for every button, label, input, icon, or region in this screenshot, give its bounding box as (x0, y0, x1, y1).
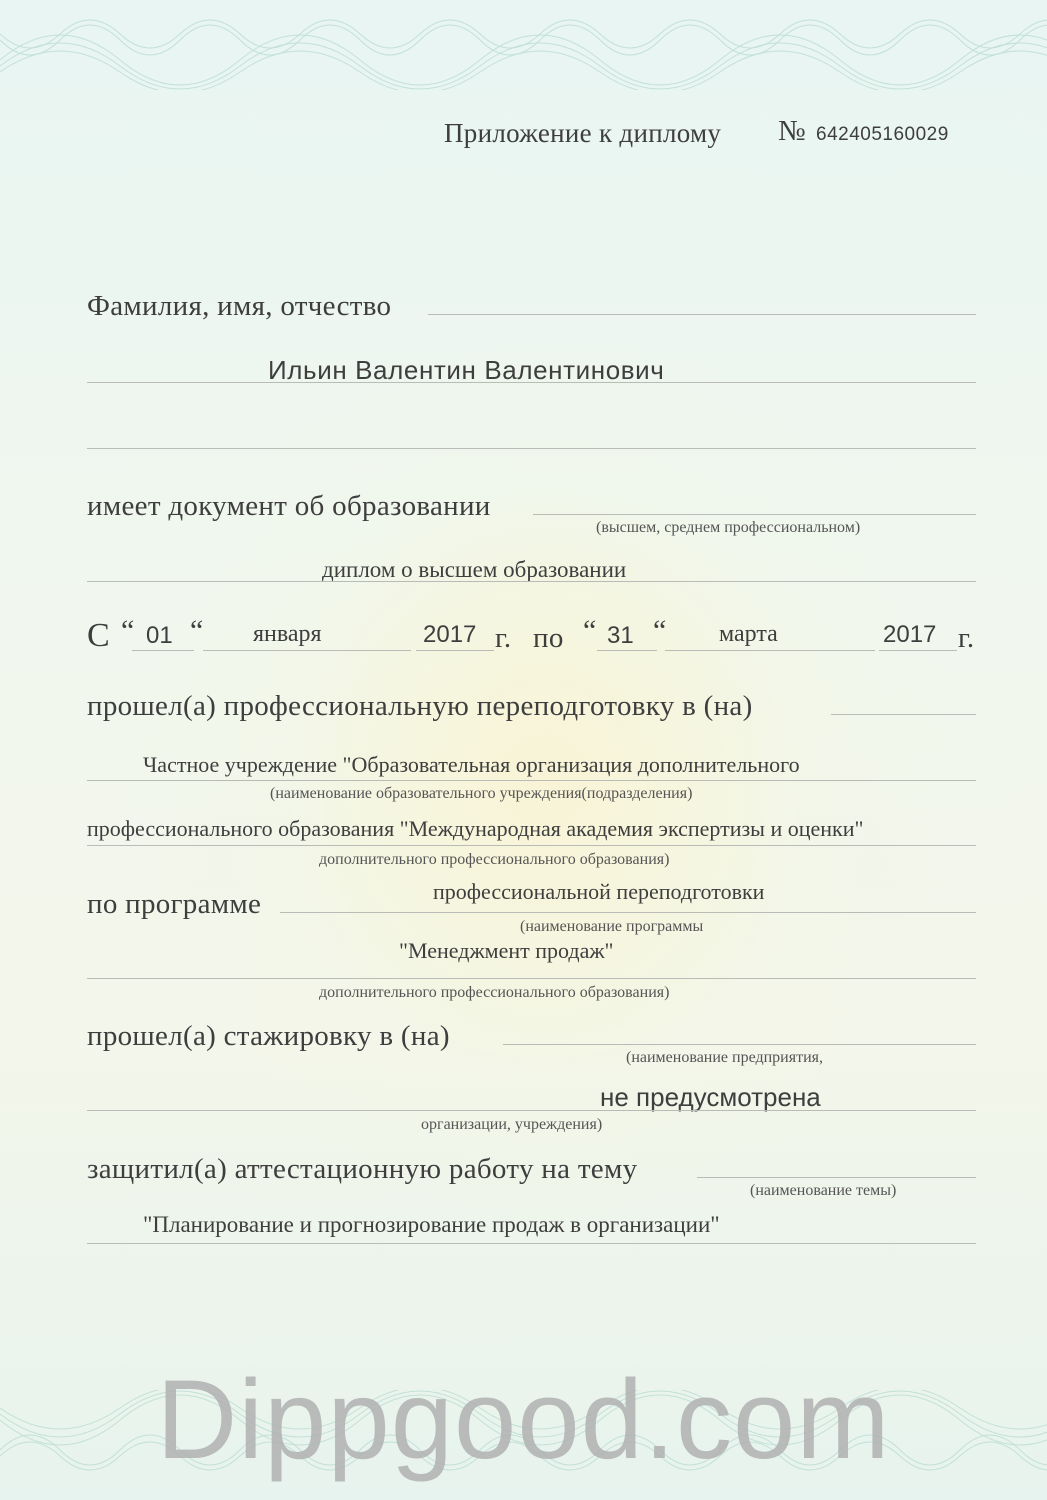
retraining-org-line1: Частное учреждение "Образовательная организация дополнительного (143, 752, 800, 777)
thesis-hint: (наименование темы) (750, 1182, 897, 1199)
fio-extra-line (87, 448, 976, 449)
period-to-month: марта (719, 621, 778, 647)
period-from-year-suffix: г. (495, 622, 512, 654)
thesis-value-line (87, 1243, 976, 1244)
program-value1: профессиональной переподготовки (433, 879, 765, 904)
internship-value-line (87, 1110, 976, 1111)
education-value: диплом о высшем образовании (322, 557, 627, 582)
internship-label: прошел(а) стажировку в (на) (87, 1020, 450, 1052)
watermark-text: Dippgood.com (156, 1357, 891, 1482)
retraining-hint2: дополнительного профессионального образования) (319, 851, 670, 868)
period-from-close-quote: “ (190, 614, 204, 647)
education-hint: (высшем, среднем профессиональном) (596, 519, 861, 536)
retraining-label: прошел(а) профессиональную переподготовку в (на) (87, 690, 753, 722)
retraining-org-line2-rule (87, 845, 976, 846)
program-value2: "Менеджмент продаж" (399, 938, 614, 963)
period-from-prefix: С (87, 617, 110, 654)
fio-label-line (428, 314, 976, 315)
retraining-label-line (831, 714, 976, 715)
period-from-open-quote: “ (121, 614, 135, 647)
period-from-year-line (416, 650, 494, 651)
fio-value: Ильин Валентин Валентинович (268, 355, 665, 385)
retraining-org-line1-rule (87, 780, 976, 781)
period-to-open-quote: “ (583, 614, 597, 647)
internship-hint2: организации, учреждения) (421, 1116, 603, 1133)
period-to-day-line (597, 650, 657, 651)
diploma-number: 642405160029 (816, 124, 949, 145)
period-from-day: 01 (146, 622, 173, 649)
education-label: имеет документ об образовании (87, 490, 491, 522)
program-label: по программе (87, 888, 262, 920)
internship-hint1: (наименование предприятия, (626, 1049, 824, 1066)
program-hint2: дополнительного профессионального образования) (319, 984, 670, 1001)
period-from-month-line (203, 650, 411, 651)
retraining-org-line2: профессионального образования "Международная академия экспертизы и оценки" (87, 816, 864, 841)
period-to-word: по (533, 622, 564, 654)
education-value-line (87, 581, 976, 582)
period-to-year: 2017 (883, 621, 937, 648)
program-value2-line (87, 978, 976, 979)
period-to-year-suffix: г. (958, 622, 975, 654)
period-to-day: 31 (607, 622, 634, 649)
period-to-month-line (665, 650, 875, 651)
thesis-value: "Планирование и прогнозирование продаж в организации" (143, 1212, 720, 1237)
internship-value: не предусмотрена (600, 1082, 821, 1112)
period-from-year: 2017 (423, 621, 477, 648)
program-hint1: (наименование программы (520, 918, 704, 935)
education-label-line (533, 514, 976, 515)
period-from-month: января (253, 621, 322, 647)
period-to-close-quote: “ (653, 614, 667, 647)
period-from-day-line (132, 650, 194, 651)
program-value1-line (280, 912, 976, 913)
thesis-label-line (697, 1177, 976, 1178)
fio-value-line (87, 382, 976, 383)
supplement-title: Приложение к диплому (444, 118, 722, 148)
fio-label: Фамилия, имя, отчество (87, 290, 392, 322)
retraining-hint1: (наименование образовательного учреждения(подразделения) (270, 785, 693, 802)
number-sign: № (778, 115, 806, 147)
guilloche-top-ornament (0, 0, 1047, 90)
internship-label-line (503, 1044, 976, 1045)
thesis-label: защитил(а) аттестационную работу на тему (87, 1153, 638, 1185)
period-to-year-line (879, 650, 957, 651)
